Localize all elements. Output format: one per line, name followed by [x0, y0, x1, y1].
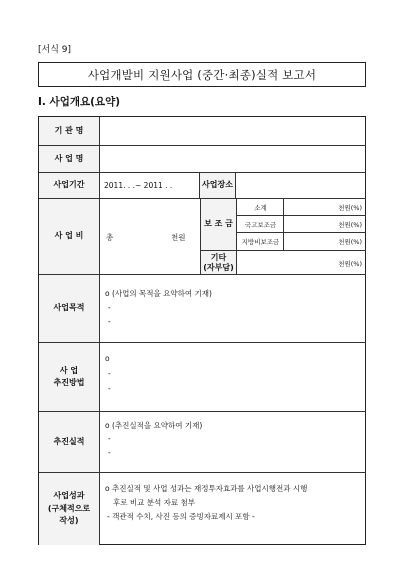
result-label-line1: 사업성과	[53, 491, 85, 501]
method-label-line2: 추진방법	[53, 378, 85, 387]
section-heading: Ⅰ. 사업개요(요약)	[38, 96, 121, 108]
org-label: 기 관 명	[39, 117, 100, 146]
project-label: 사 업 명	[39, 146, 100, 173]
method-label	[39, 343, 100, 412]
method-value[interactable]	[100, 343, 366, 412]
report-title: 사업개발비 지원사업 (중간·최종)실적 보고서	[87, 67, 317, 82]
performance-label: 추진실적	[39, 412, 100, 473]
subsidy-row-value[interactable]: 천원(%)	[284, 199, 366, 216]
method-line: -	[108, 384, 111, 393]
report-title-box	[38, 62, 366, 87]
result-label-line3: 작성)	[59, 516, 79, 526]
cost-total-unit: 천원	[171, 233, 186, 242]
other-label-line2: (자부담)	[203, 262, 234, 272]
purpose-line: -	[108, 303, 111, 312]
form-number: [서식 9]	[38, 45, 71, 55]
subsidy-row-label: 국고보조금	[237, 216, 284, 233]
result-line: 후로 비교 분석 자료 첨부	[113, 498, 195, 507]
result-label	[39, 473, 100, 545]
period-value[interactable]	[100, 173, 200, 199]
subsidy-row-value[interactable]: 천원(%)	[284, 216, 366, 233]
period-text: 2011. . .~ 2011 . .	[104, 181, 173, 190]
performance-line: -	[108, 434, 111, 443]
result-line: o 추진실적 및 사업 성과는 재정투자효과를 사업시행전과 시행	[105, 484, 308, 493]
method-label-line1: 사 업	[59, 365, 79, 375]
subsidy-row-value[interactable]: 천원(%)	[284, 233, 366, 251]
project-value[interactable]	[100, 146, 366, 173]
performance-line: -	[108, 448, 111, 457]
location-value[interactable]	[236, 173, 366, 199]
result-value[interactable]	[100, 473, 366, 545]
location-label: 사업장소	[200, 173, 236, 199]
result-line: - 객관적 수치, 사진 등의 증빙자료제시 포함 -	[107, 512, 255, 521]
result-label-line2: (구체적으로	[47, 503, 91, 513]
cost-total[interactable]	[100, 199, 201, 275]
cost-total-prefix: 총	[106, 233, 114, 242]
subsidy-row-label: 소계	[237, 199, 284, 216]
other-label-line1: 기타	[210, 252, 227, 262]
subsidy-row-label: 지방비보조금	[237, 233, 284, 251]
purpose-label: 사업목적	[39, 275, 100, 343]
subsidy-label: 보 조 금	[201, 199, 237, 251]
purpose-value[interactable]	[100, 275, 366, 343]
performance-line: o (추진실적을 요약하여 기재)	[105, 421, 203, 430]
performance-value[interactable]	[100, 412, 366, 473]
other-value[interactable]: 천원(%)	[237, 251, 366, 275]
purpose-line: -	[108, 317, 111, 326]
cost-label: 사 업 비	[39, 199, 100, 275]
purpose-line: o (사업의 목적을 요약하여 기재)	[105, 289, 212, 298]
period-label: 사업기간	[39, 173, 100, 199]
summary-table	[38, 116, 366, 545]
method-line: -	[108, 369, 111, 378]
org-value[interactable]	[100, 117, 366, 146]
other-label	[201, 251, 237, 275]
method-line: o	[105, 354, 110, 363]
